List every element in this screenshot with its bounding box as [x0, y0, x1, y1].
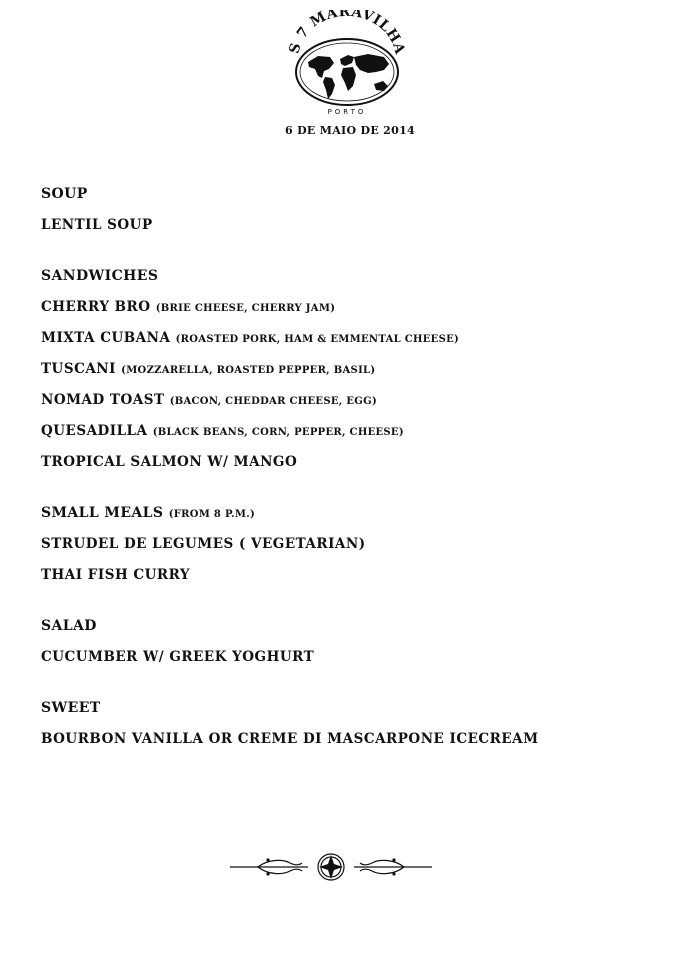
menu-item: [41, 452, 681, 472]
menu-item: [41, 534, 681, 554]
world-map-icon: [308, 54, 389, 99]
menu-item: [41, 215, 681, 235]
section-heading: [41, 698, 681, 718]
menu-item-name: LENTIL SOUP: [41, 217, 153, 233]
menu-item: [41, 328, 681, 348]
menu-item-detail: (BACON, CHEDDAR CHEESE, EGG): [169, 396, 377, 407]
menu-item: [41, 565, 681, 585]
menu-item-name: TUSCANI: [41, 361, 122, 377]
restaurant-logo: [288, 10, 406, 118]
menu-item: [41, 729, 681, 749]
svg-text:AS 7 MARAVILHAS: [288, 10, 406, 57]
menu-item-name: CHERRY BRO: [41, 299, 151, 315]
section-title: SMALL MEALS: [41, 505, 164, 521]
menu-section: [41, 184, 681, 235]
section-heading: [41, 184, 681, 204]
menu-item: [41, 359, 681, 379]
menu-section: [41, 616, 681, 667]
menu-item: [41, 390, 681, 410]
section-title: SOUP: [41, 186, 88, 202]
section-title: SWEET: [41, 700, 101, 716]
menu-item-name: CUCUMBER W/ GREEK YOGHURT: [41, 649, 315, 665]
menu-item-name: THAI FISH CURRY: [41, 567, 191, 583]
menu-item-name: QUESADILLA: [41, 423, 148, 439]
ornament-divider-icon: [228, 850, 434, 884]
menu-item: [41, 421, 681, 441]
menu-date: 6 DE MAIO DE 2014: [285, 124, 415, 137]
menu-list: [41, 184, 681, 780]
menu-section: [41, 503, 681, 585]
menu-item-detail: (MOZZARELLA, ROASTED PEPPER, BASIL): [121, 365, 376, 376]
menu-item: [41, 647, 681, 667]
logo-arc-text: S 7 MARAVILHA: [288, 10, 406, 57]
section-heading: [41, 616, 681, 636]
section-title: SALAD: [41, 618, 97, 634]
menu-item-detail: (BRIE CHEESE, CHERRY JAM): [155, 303, 336, 314]
menu-item-name: NOMAD TOAST: [41, 392, 165, 408]
logo-sub-text: PORTO: [327, 108, 367, 116]
menu-section: [41, 698, 681, 749]
menu-item-name: MIXTA CUBANA: [41, 330, 171, 346]
menu-item-detail: (ROASTED PORK, HAM & EMMENTAL CHEESE): [175, 334, 460, 345]
section-note: (FROM 8 P.M.): [168, 509, 256, 520]
menu-section: [41, 266, 681, 472]
menu-item: [41, 297, 681, 317]
section-heading: [41, 266, 681, 286]
section-title: SANDWICHES: [41, 268, 159, 284]
section-heading: [41, 503, 681, 523]
menu-item-name: STRUDEL DE LEGUMES ( VEGETARIAN): [41, 536, 366, 552]
menu-item-name: TROPICAL SALMON W/ MANGO: [41, 454, 298, 470]
menu-item-detail: (BLACK BEANS, CORN, PEPPER, CHEESE): [152, 427, 404, 438]
menu-item-name: BOURBON VANILLA OR CREME DI MASCARPONE ICECREAM: [41, 731, 539, 747]
